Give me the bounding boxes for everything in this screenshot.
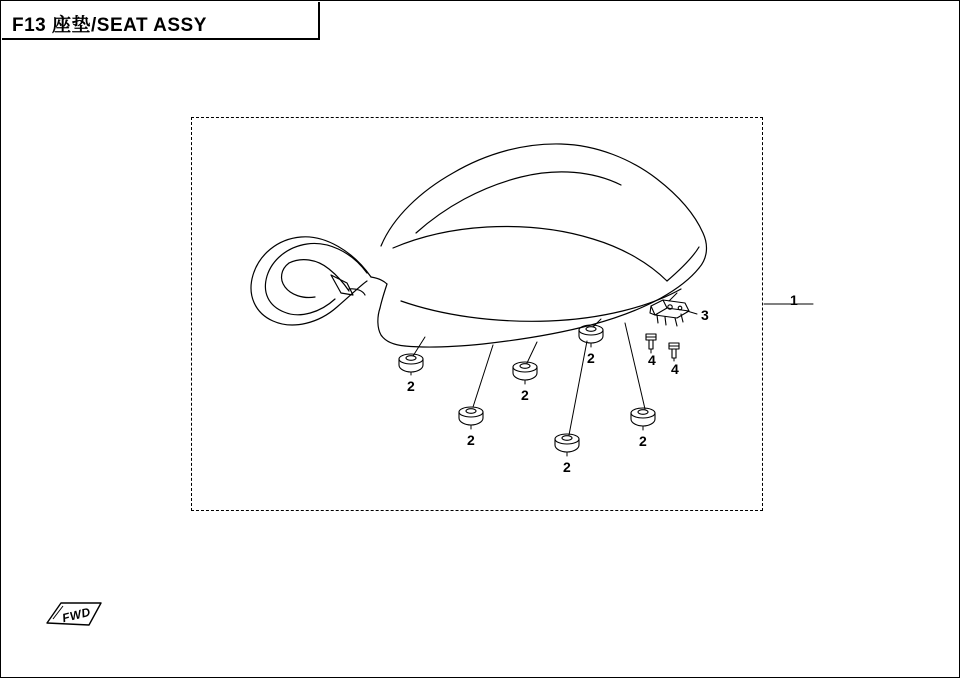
callout-part-2: 2 bbox=[467, 432, 475, 448]
callout-part-4: 4 bbox=[648, 352, 656, 368]
fwd-label: FWD bbox=[60, 604, 93, 626]
fwd-direction-marker bbox=[45, 595, 105, 635]
page-title: F13 座垫/SEAT ASSY bbox=[12, 15, 207, 36]
callout-part-2: 2 bbox=[407, 378, 415, 394]
callout-part-4: 4 bbox=[671, 361, 679, 377]
callout-part-2: 2 bbox=[563, 459, 571, 475]
callout-part-1: 1 bbox=[790, 292, 798, 308]
callout-part-3: 3 bbox=[701, 307, 709, 323]
callout-part-2: 2 bbox=[521, 387, 529, 403]
callout-part-2: 2 bbox=[639, 433, 647, 449]
callout-part-2: 2 bbox=[587, 350, 595, 366]
seat-assembly-drawing bbox=[1, 1, 960, 678]
